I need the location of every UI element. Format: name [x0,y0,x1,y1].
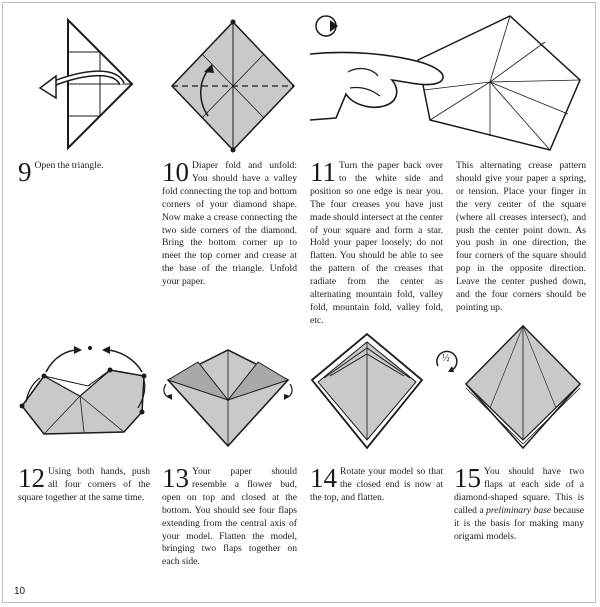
step-text: Using both hands, push all four corners of the square together at the same time. [18,466,150,503]
figure-step-10 [168,16,298,156]
step-text: This alternating crease pattern should give your paper a spring, or tension. Place your finger in the very center of the square (where all creases intersect), and push the center point down. As you push in one direction, the four corners of the square should pop in the opposite direction. Leave the center pushed down, and the four corners should be pointing up. [456,160,586,313]
figure-step-14 [304,330,430,456]
step-9 [18,157,150,187]
step-number: 9 [18,157,32,187]
figure-step-15 [460,322,586,452]
step-text-end: because it is the basis for making many origami models. [454,504,584,542]
step-number: 15 [454,463,481,493]
step-text: Diaper fold and unfold: You should have a valley fold connecting the top and bottom corners of your diamond shape. Now make a crease connecting the two side corners of the diamond. Bring the bottom corner up to meet the top corner and crease at the base of the triangle. Unfold your paper. [162,160,297,288]
step-number: 14 [310,463,337,493]
step-number: 10 [162,157,189,187]
step-13 [162,463,297,569]
step-text: Rotate your model so that the closed end is now at the top, and flatten. [310,466,443,503]
step-text: Turn the paper back over to the white side and position so one edge is near you. The four creases you have just made should intersect at the center of your square and form a star. Hold your paper loosely; do not flatten. You should be able to see the pattern of the creases that radiate from the center as alternating mountain fold, valley fold, mountain fold, valley fold, etc. [310,160,443,326]
step-number: 11 [310,157,336,187]
rotate-fraction-label: ½ [442,353,450,364]
step-text: Open the triangle. [34,160,104,171]
step-10 [162,157,297,289]
step-11-continued [456,160,586,315]
step-11 [310,157,443,328]
step-text: You should have two flaps at each side of a diamond-shaped square. This is called a [454,466,584,516]
step-14 [310,463,443,505]
figure-step-9 [34,14,144,154]
figure-step-12 [14,336,154,456]
figure-step-13 [158,340,298,456]
step-number: 12 [18,463,45,493]
figure-step-11 [300,10,590,160]
term-preliminary-base: preliminary base [486,504,552,516]
step-number: 13 [162,463,189,493]
page-number: 10 [14,586,26,597]
step-text: Your paper should resemble a flower bud, open on top and closed at the bottom. You should see four flaps extending from the central axis of your model. Flatten the model, bringing two flaps together on each side. [162,466,297,568]
step-15 [454,463,584,543]
step-12 [18,463,150,505]
